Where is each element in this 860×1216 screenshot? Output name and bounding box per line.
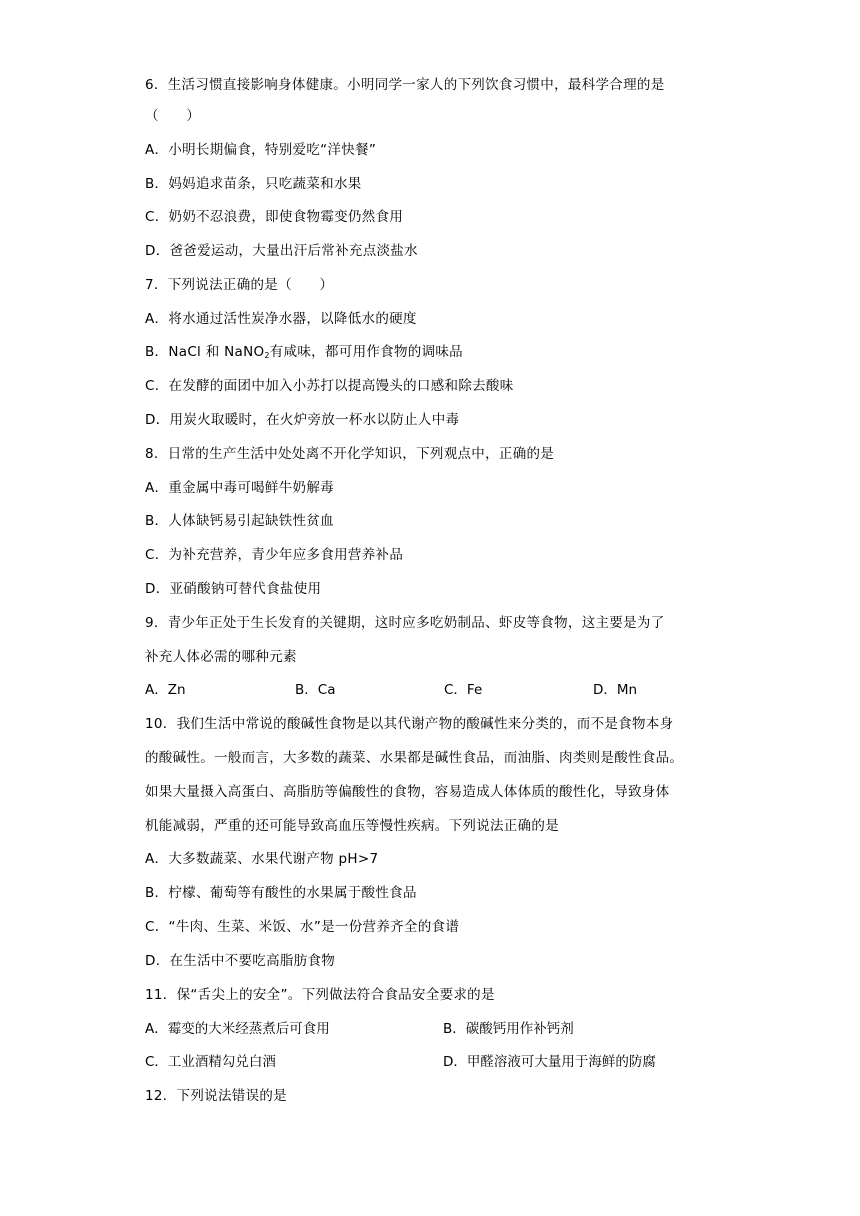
q6-option-b: B．妈妈追求苗条，只吃蔬菜和水果 [145, 176, 362, 192]
q6-option-d: D．爸爸爱运动，大量出汗后常补充点淡盐水 [145, 243, 418, 259]
q10-stem-line4: 机能减弱，严重的还可能导致高血压等慢性疾病。下列说法正确的是 [145, 818, 559, 834]
q9-stem-line1: 9．青少年正处于生长发育的关键期，这时应多吃奶制品、虾皮等食物，这主要是为了 [145, 615, 665, 631]
q8-option-a: A．重金属中毒可喝鲜牛奶解毒 [145, 480, 334, 496]
q7-option-b-pre: B．NaCl 和 NaNO [145, 344, 265, 360]
q10-option-b: B．柠檬、葡萄等有酸性的水果属于酸性食品 [145, 885, 417, 901]
q7-stem: 7．下列说法正确的是（ ） [145, 277, 334, 293]
q8-option-c: C．为补充营养，青少年应多食用营养补品 [145, 547, 404, 563]
q6-option-a: A．小明长期偏食，特别爱吃“洋快餐” [145, 142, 377, 158]
q12-stem: 12．下列说法错误的是 [145, 1088, 287, 1104]
q11-option-a: A．霉变的大米经蒸煮后可食用 [145, 1021, 330, 1037]
q7-option-d: D．用炭火取暖时，在火炉旁放一杯水以防止人中毒 [145, 412, 460, 428]
q10-option-a: A．大多数蔬菜、水果代谢产物 pH>7 [145, 851, 379, 867]
q10-option-d: D．在生活中不要吃高脂肪食物 [145, 953, 336, 969]
q9-option-c: C．Fe [444, 682, 483, 698]
q9-option-a: A．Zn [145, 682, 186, 698]
q6-stem-line1: 6．生活习惯直接影响身体健康。小明同学一家人的下列饮食习惯中，最科学合理的是 [145, 77, 665, 93]
q9-option-b: B．Ca [295, 682, 336, 698]
q11-option-b: B．碳酸钙用作补钙剂 [443, 1021, 574, 1037]
q8-option-d: D．亚硝酸钠可替代食盐使用 [145, 581, 322, 597]
q7-option-a: A．将水通过活性炭净水器，以降低水的硬度 [145, 311, 417, 327]
q11-option-d: D．甲醛溶液可大量用于海鲜的防腐 [443, 1054, 656, 1070]
q9-stem-line2: 补充人体必需的哪种元素 [145, 649, 297, 665]
q8-stem: 8．日常的生产生活中处处离不开化学知识，下列观点中，正确的是 [145, 446, 555, 462]
q10-stem-line3: 如果大量摄入高蛋白、高脂肪等偏酸性的食物，容易造成人体体质的酸性化，导致身体 [145, 784, 670, 800]
q7-option-b [145, 343, 463, 361]
q9-option-d: D．Mn [593, 682, 638, 698]
q11-option-c: C．工业酒精勾兑白酒 [145, 1054, 276, 1070]
q7-option-b-post: 有咸味，都可用作食物的调味品 [269, 344, 463, 360]
q8-option-b: B．人体缺钙易引起缺铁性贫血 [145, 513, 334, 529]
q10-stem-line1: 10．我们生活中常说的酸碱性食物是以其代谢产物的酸碱性来分类的，而不是食物本身 [145, 716, 674, 732]
q10-stem-line2: 的酸碱性。一般而言，大多数的蔬菜、水果都是碱性食品，而油脂、肉类则是酸性食品。 [145, 750, 684, 766]
q10-option-c: C．“牛肉、生菜、米饭、水”是一份营养齐全的食谱 [145, 919, 460, 935]
q6-option-c: C．奶奶不忍浪费，即使食物霉变仍然食用 [145, 209, 404, 225]
q6-stem-line2: （ ） [145, 108, 201, 124]
q7-option-b-subscript: 2 [264, 351, 270, 360]
q11-stem: 11．保“舌尖上的安全”。下列做法符合食品安全要求的是 [145, 987, 495, 1003]
q7-option-c: C．在发酵的面团中加入小苏打以提高馒头的口感和除去酸味 [145, 378, 514, 394]
